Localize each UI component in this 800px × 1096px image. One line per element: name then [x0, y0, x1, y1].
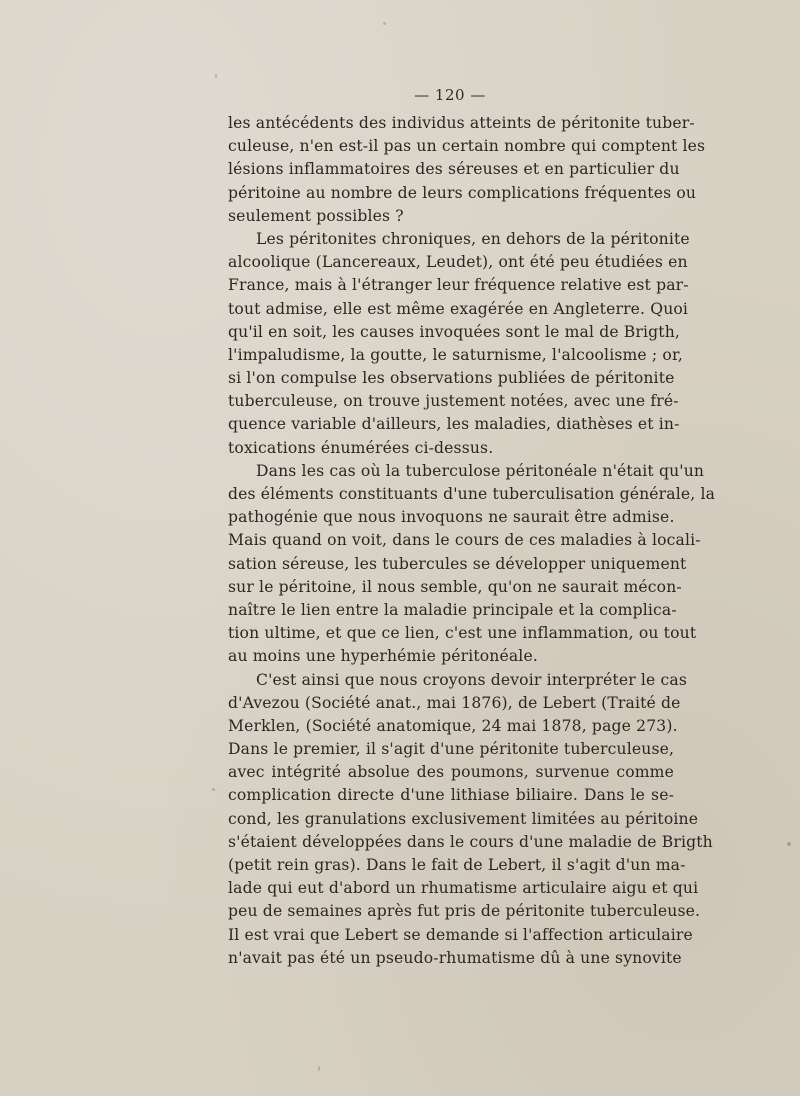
text-line: les antécédents des individus atteints de péritonite tuber-: [228, 114, 695, 132]
text-line: peu de semaines après fut pris de péritonite tuberculeuse.: [228, 902, 701, 921]
text-line: sur le péritoine, il nous semble, qu'on ne saurait mécon-: [228, 577, 682, 596]
text-line: pathogénie que nous invoquons ne saurait être admise.: [228, 508, 675, 527]
text-line: s'étaient développées dans le cours d'une maladie de Brigth: [228, 832, 713, 851]
text-line: tuberculeuse, on trouve justement notées, avec une fré-: [228, 392, 679, 411]
text-line: péritoine au nombre de leurs complications fréquentes ou: [228, 183, 697, 202]
text-line: (petit rein gras). Dans le fait de Lebert, il s'agit d'un ma-: [228, 856, 686, 874]
text-line: C'est ainsi que nous croyons devoir interpréter le cas: [256, 670, 688, 689]
text-line: Il est vrai que Lebert se demande si l'affection articulaire: [228, 925, 693, 944]
text-line: Dans les cas où la tuberculose péritonéale n'était qu'un: [256, 461, 705, 480]
page-number: — 120 —: [414, 86, 486, 104]
text-line: n'avait pas été un pseudo-rhumatisme dû à une synovite: [228, 948, 682, 967]
paper-speck: [215, 74, 217, 78]
body-text: [228, 112, 716, 970]
text-line: toxications énumérées ci-dessus.: [228, 438, 494, 457]
text-line: Merklen, (Société anatomique, 24 mai 1878, page 273).: [228, 716, 678, 735]
text-line: l'impaludisme, la goutte, le saturnisme, l'alcoolisme ; or,: [228, 345, 683, 364]
text-line: quence variable d'ailleurs, les maladies, diathèses et in-: [228, 415, 680, 434]
text-line: avec intégrité absolue des poumons, survenue comme: [228, 763, 674, 782]
text-line: lésions inflammatoires des séreuses et en particulier du: [228, 160, 680, 179]
text-line: alcoolique (Lancereaux, Leudet), ont été peu étudiées en: [228, 253, 688, 272]
text-line: France, mais à l'étranger leur fréquence relative est par-: [228, 276, 689, 295]
text-line: cond, les granulations exclusivement limitées au péritoine: [228, 809, 699, 828]
text-line: sation séreuse, les tubercules se développer uniquement: [228, 554, 687, 573]
text-line: naître le lien entre la maladie principale et la complica-: [228, 600, 677, 619]
text-line: culeuse, n'en est-il pas un certain nombre qui comptent les: [228, 137, 706, 156]
paper-speck: [787, 842, 791, 846]
text-line: tout admise, elle est même exagérée en Angleterre. Quoi: [228, 299, 689, 318]
paper-speck: [212, 788, 215, 791]
text-line: Mais quand on voit, dans le cours de ces maladies à locali-: [228, 531, 701, 550]
text-line: lade qui eut d'abord un rhumatisme articulaire aigu et qui: [228, 879, 699, 898]
text-line: qu'il en soit, les causes invoquées sont le mal de Brigth,: [228, 322, 681, 341]
text-line: Les péritonites chroniques, en dehors de la péritonite: [256, 229, 690, 248]
paper-speck: [318, 1066, 320, 1071]
text-line: au moins une hyperhémie péritonéale.: [228, 647, 538, 666]
paper-speck: [383, 22, 386, 25]
text-line: des éléments constituants d'une tuberculisation générale, la: [228, 485, 716, 503]
text-line: tion ultime, et que ce lien, c'est une inflammation, ou tout: [228, 624, 697, 643]
text-line: complication directe d'une lithiase biliaire. Dans le se-: [228, 786, 674, 805]
text-line: seulement possibles ?: [228, 206, 404, 225]
text-line: si l'on compulse les observations publiées de péritonite: [228, 369, 675, 388]
text-line: Dans le premier, il s'agit d'une péritonite tuberculeuse,: [228, 740, 675, 759]
text-line: d'Avezou (Société anat., mai 1876), de Lebert (Traité de: [228, 693, 681, 712]
